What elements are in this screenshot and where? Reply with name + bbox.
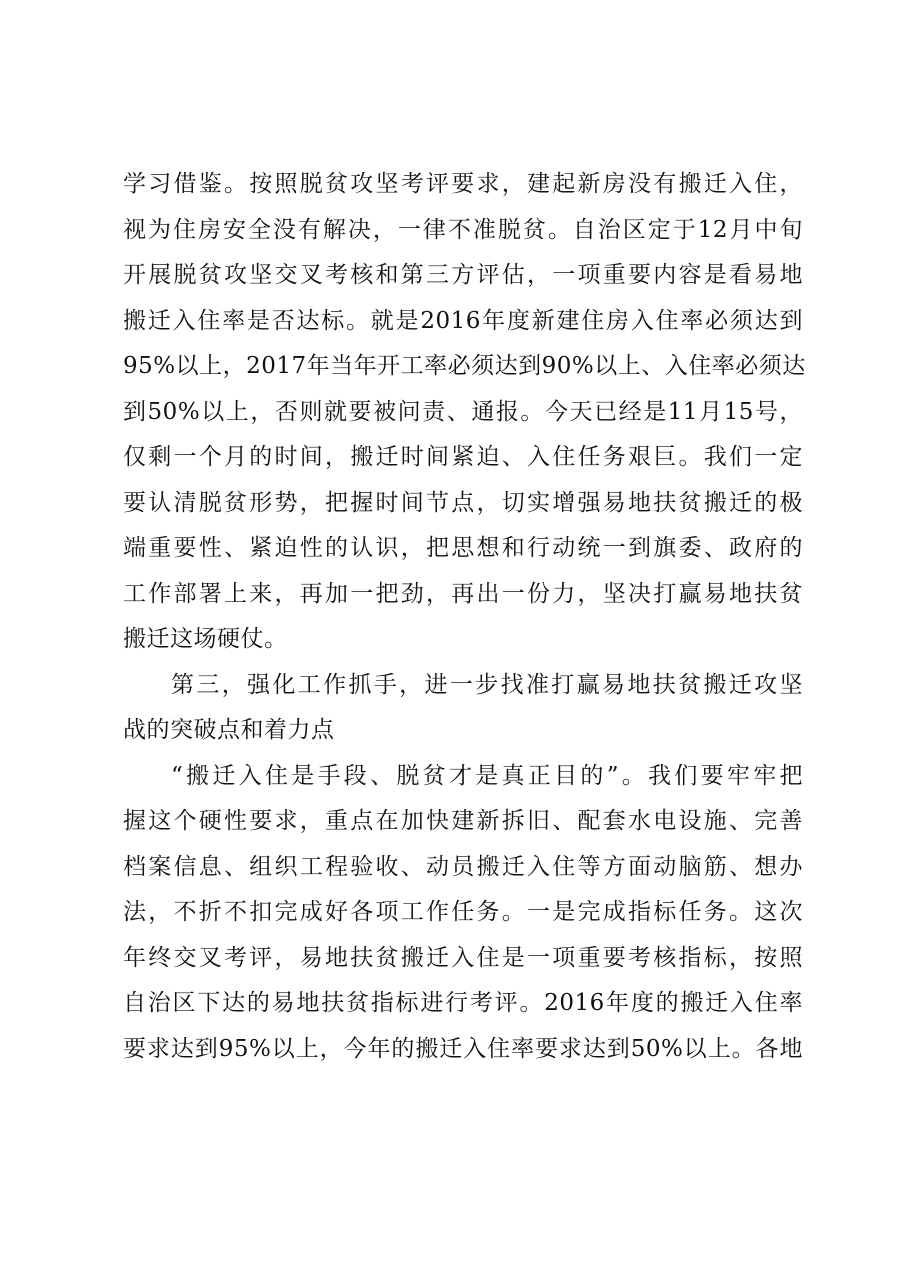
text-line: 要认清脱贫形势，把握时间节点，切实增强易地扶贫搬迁的极 <box>123 489 803 516</box>
text-line: 档案信息、组织工程验收、动员搬迁入住等方面动脑筋、想办 <box>123 853 803 880</box>
text-line: 视为住房安全没有解决，一律不准脱贫。自治区定于12月中旬 <box>123 216 803 243</box>
text-line: 端重要性、紧迫性的认识，把思想和行动统一到旗委、政府的 <box>123 535 803 561</box>
text-line: 要求达到95%以上，今年的搬迁入住率要求达到50%以上。各地 <box>123 1035 803 1062</box>
text-line: 自治区下达的易地扶贫指标进行考评。2016年度的搬迁入住率 <box>123 990 803 1016</box>
text-line: 法，不折不扣完成好各项工作任务。一是完成指标任务。这次 <box>123 899 803 925</box>
text-line: 开展脱贫攻坚交叉考核和第三方评估，一项重要内容是看易地 <box>123 262 803 288</box>
text-line: 到50%以上，否则就要被问责、通报。今天已经是11月15号， <box>123 398 803 425</box>
body-text <box>123 162 806 1072</box>
text-line: 学习借鉴。按照脱贫攻坚考评要求，建起新房没有搬迁入住， <box>123 171 803 197</box>
text-line: 搬迁这场硬仗。 <box>123 626 288 652</box>
text-line: 搬迁入住率是否达标。就是2016年度新建住房入住率必须达到 <box>123 307 803 334</box>
text-line: 工作部署上来，再加一把劲，再出一份力，坚决打赢易地扶贫 <box>123 580 803 607</box>
section-heading-line: 战的突破点和着力点 <box>123 717 335 743</box>
text-line: 握这个硬性要求，重点在加快建新拆旧、配套水电设施、完善 <box>123 808 803 834</box>
text-line: 95%以上，2017年当年开工率必须达到90%以上、入住率必须达 <box>123 353 806 379</box>
section-heading-line: 第三，强化工作抓手，进一步找准打赢易地扶贫搬迁攻坚 <box>171 671 803 698</box>
text-line: 年终交叉考评，易地扶贫搬迁入住是一项重要考核指标，按照 <box>123 944 803 971</box>
text-line: 仅剩一个月的时间，搬迁时间紧迫、入住任务艰巨。我们一定 <box>123 444 803 470</box>
text-line: “搬迁入住是手段、脱贫才是真正目的”。我们要牢牢把 <box>171 762 803 789</box>
